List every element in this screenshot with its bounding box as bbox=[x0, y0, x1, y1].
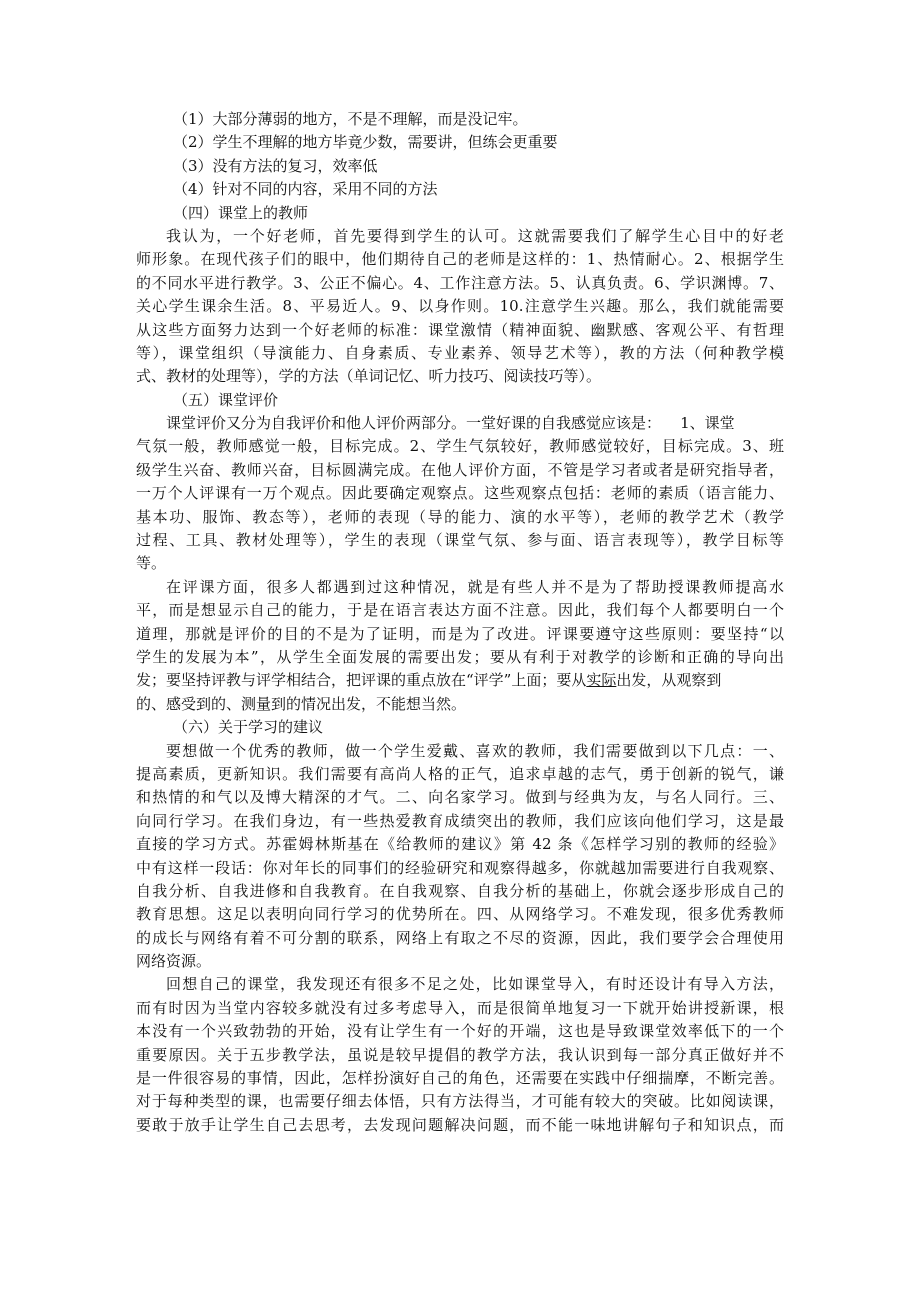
paragraph-line: 基本功、服饰、教态等），老师的表现（导的能力、演的水平等），老师的教学艺术（教学 bbox=[136, 507, 784, 526]
underlined-word: 实际 bbox=[586, 671, 617, 690]
paragraph-line: 等），课堂组织（导演能力、自身素质、专业素养、领导艺术等），教的方法（何种教学模 bbox=[136, 343, 784, 362]
paragraph-line: 课堂评价又分为自我评价和他人评价两部分。一堂好课的自我感觉应该是： 1、课堂 bbox=[166, 414, 735, 433]
paragraph-line: 等。 bbox=[136, 554, 167, 573]
list-item: （4）针对不同的内容，采用不同的方法 bbox=[173, 180, 438, 199]
paragraph-line: 重要原因。关于五步教学法，虽说是较早提倡的教学方法，我认识到每一部分真正做好并不 bbox=[136, 1045, 784, 1064]
paragraph-line: 要想做一个优秀的教师，做一个学生爱戴、喜欢的教师，我们需要做到以下几点：一、 bbox=[166, 741, 784, 760]
paragraph-line: 从这些方面努力达到一个好老师的标准：课堂激情（精神面貌、幽默感、客观公平、有哲理 bbox=[136, 320, 784, 339]
paragraph-line: 平，而是想显示自己的能力，于是在语言表达方面不注意。因此，我们每个人都要明白一个 bbox=[136, 601, 784, 620]
paragraph-line: 关心学生课余生活。8、平易近人。9、以身作则。10.注意学生兴趣。那么，我们就能需要 bbox=[136, 297, 784, 316]
paragraph-line: 自我分析、自我进修和自我教育。在自我观察、自我分析的基础上，你就会逐步形成自己的 bbox=[136, 881, 784, 900]
paragraph-line: 学生的发展为本”，从学生全面发展的需要出发；要从有利于对教学的诊断和正确的导向出 bbox=[136, 647, 784, 666]
list-item: （2）学生不理解的地方毕竟少数，需要讲，但练会更重要 bbox=[173, 133, 558, 152]
paragraph-line: 向同行学习。在我们身边，有一些热爱教育成绩突出的教师，我们应该向他们学习，这是最 bbox=[136, 811, 784, 830]
section-heading: （五）课堂评价 bbox=[173, 390, 279, 409]
text-run: 出发，从观察到 bbox=[616, 671, 722, 690]
paragraph-line: 直接的学习方式。苏霍姆林斯基在《给教师的建议》第 42 条《怎样学习别的教师的经验》 bbox=[136, 835, 784, 854]
paragraph-line: 在评课方面，很多人都遇到过这种情况，就是有些人并不是为了帮助授课教师提高水 bbox=[166, 577, 784, 596]
paragraph-line: 网络资源。 bbox=[136, 952, 212, 971]
paragraph-line: 是一件很容易的事情，因此，怎样扮演好自己的角色，还需要在实践中仔细揣摩，不断完善。 bbox=[136, 1069, 784, 1088]
text-run: 发；要坚持评教与评学相结合，把评课的重点放在“评学”上面；要从 bbox=[136, 671, 587, 690]
section-heading: （六）关于学习的建议 bbox=[173, 718, 324, 737]
paragraph-line: 一万个人评课有一万个观点。因此要确定观察点。这些观察点包括：老师的素质（语言能力、 bbox=[136, 484, 784, 503]
paragraph-line: 的成长与网络有着不可分割的联系，网络上有取之不尽的资源，因此，我们要学会合理使用 bbox=[136, 928, 784, 947]
paragraph-line: 的、感受到的、测量到的情况出发，不能想当然。 bbox=[136, 694, 467, 713]
paragraph-line: 回想自己的课堂，我发现还有很多不足之处，比如课堂导入，有时还设计有导入方法， bbox=[166, 975, 784, 994]
document-body bbox=[136, 108, 784, 1137]
paragraph-line: 我认为，一个好老师，首先要得到学生的认可。这就需要我们了解学生心目中的好老 bbox=[166, 226, 784, 245]
paragraph-line: 而有时因为当堂内容较多就没有过多考虑导入，而是很简单地复习一下就开始讲授新课，根 bbox=[136, 998, 784, 1017]
paragraph-line: 师形象。在现代孩子们的眼中，他们期待自己的老师是这样的：1、热情耐心。2、根据学生 bbox=[136, 250, 784, 269]
paragraph-line: 和热情的和气以及博大精深的才气。二、向名家学习。做到与经典为友，与名人同行。三、 bbox=[136, 788, 784, 807]
section-heading: （四）课堂上的教师 bbox=[173, 203, 309, 222]
paragraph-line: 教育思想。这足以表明向同行学习的优势所在。四、从网络学习。不难发现，很多优秀教师 bbox=[136, 905, 784, 924]
paragraph-line: 的不同水平进行教学。3、公正不偏心。4、工作注意方法。5、认真负责。6、学识渊博。7、 bbox=[136, 273, 784, 292]
paragraph-line: 中有这样一段话：你对年长的同事们的经验研究和观察得越多，你就越加需要进行自我观察、 bbox=[136, 858, 784, 877]
list-item: （3）没有方法的复习，效率低 bbox=[173, 156, 378, 175]
paragraph-line: 气氛一般，教师感觉一般，目标完成。2、学生气氛较好，教师感觉较好，目标完成。3、班 bbox=[136, 437, 784, 456]
paragraph-line: 过程、工具、教材处理等），学生的表现（课堂气氛、参与面、语言表现等），教学目标等 bbox=[136, 531, 784, 550]
paragraph-line: 道理，那就是评价的目的不是为了证明，而是为了改进。评课要遵守这些原则：要坚持“以 bbox=[136, 624, 784, 643]
paragraph-line: 本没有一个兴致勃勃的开始，没有让学生有一个好的开端，这也是导致课堂效率低下的一个 bbox=[136, 1022, 784, 1041]
paragraph-line: 级学生兴奋、教师兴奋，目标圆满完成。在他人评价方面，不管是学习者或者是研究指导者， bbox=[136, 460, 784, 479]
paragraph-line: 对于每种类型的课，也需要仔细去体悟，只有方法得当，才可能有较大的突破。比如阅读课， bbox=[136, 1092, 784, 1111]
paragraph-line: 式、教材的处理等），学的方法（单词记忆、听力技巧、阅读技巧等）。 bbox=[136, 367, 602, 386]
paragraph-line bbox=[136, 669, 784, 692]
paragraph-line: 提高素质，更新知识。我们需要有高尚人格的正气，追求卓越的志气，勇于创新的锐气，谦 bbox=[136, 764, 784, 783]
paragraph-line: 要敢于放手让学生自己去思考，去发现问题解决问题，而不能一味地讲解句子和知识点，而 bbox=[136, 1115, 784, 1134]
list-item: （1）大部分薄弱的地方，不是不理解，而是没记牢。 bbox=[173, 110, 528, 128]
